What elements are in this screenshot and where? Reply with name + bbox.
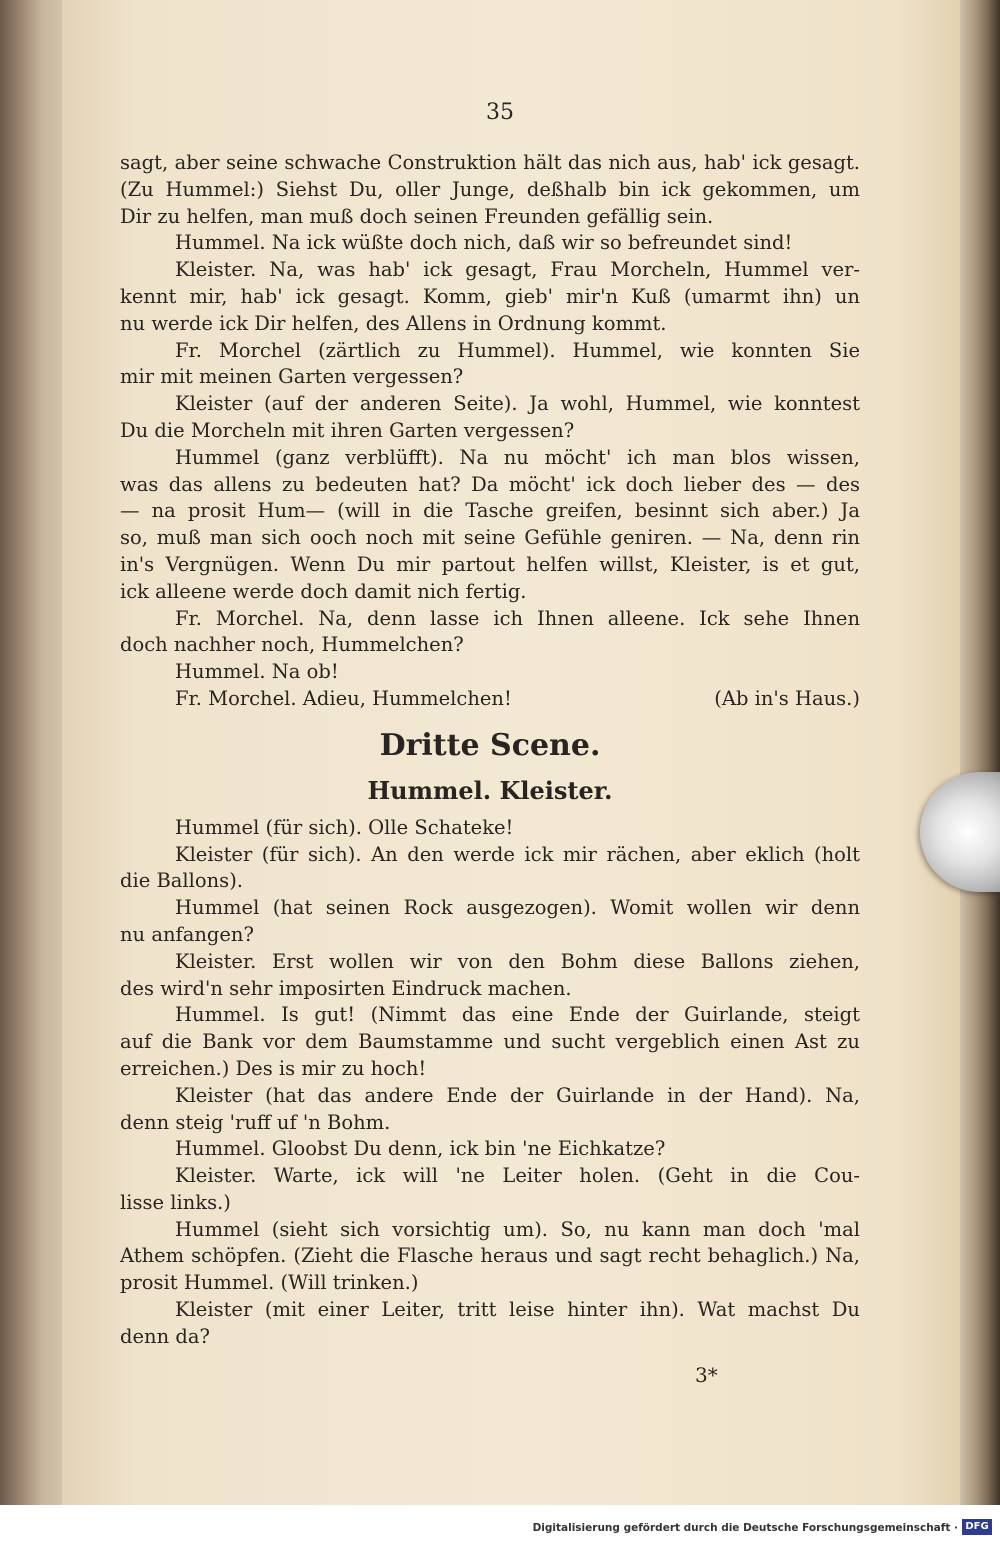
text-line: Kleister (hat das andere Ende der Guirlande in der Hand). Na, — [175, 1083, 860, 1107]
text-line: des wird'n sehr imposirten Eindruck machen. — [120, 976, 572, 1000]
text-line: in's Vergnügen. Wenn Du mir partout helfen willst, Kleister, is et gut, — [120, 552, 860, 576]
text-line: Kleister. Erst wollen wir von den Bohm diese Ballons ziehen, — [175, 949, 860, 973]
text-line: doch nachher noch, Hummelchen? — [120, 633, 464, 657]
stage-direction: (Ab in's Haus.) — [714, 686, 860, 710]
text-line: prosit Hummel. (Will trinken.) — [120, 1271, 419, 1295]
text-line: Du die Morcheln mit ihren Garten vergessen? — [120, 418, 575, 442]
text-line: Hummel (für sich). Olle Schateke! — [175, 815, 514, 839]
text-line: nu anfangen? — [120, 922, 254, 946]
text-line: so, muß man sich ooch noch mit seine Gefühle geniren. — Na, denn rin — [120, 526, 860, 550]
text-line: Kleister. Na, was hab' ick gesagt, Frau Morcheln, Hummel ver- — [175, 258, 860, 282]
text-line: nu werde ick Dir helfen, des Allens in Ordnung kommt. — [120, 311, 667, 335]
funding-notice: Digitalisierung gefördert durch die Deutsche Forschungsgemeinschaft · — [532, 1522, 958, 1534]
body-text — [120, 150, 860, 1351]
dialogue-block-2 — [120, 815, 860, 1351]
text-line: Hummel. Gloobst Du denn, ick bin 'ne Eichkatze? — [175, 1137, 666, 1161]
text-line: — na prosit Hum— (will in die Tasche greifen, besinnt sich aber.) Ja — [120, 499, 860, 523]
text-line: mir mit meinen Garten vergessen? — [120, 365, 464, 389]
text-line: Hummel. Is gut! (Nimmt das eine Ende der Guirlande, steigt — [175, 1003, 860, 1027]
scene-characters: Hummel. Kleister. — [367, 775, 613, 805]
text-line: Kleister. Warte, ick will 'ne Leiter holen. (Geht in die Cou- — [175, 1164, 860, 1188]
text-line: die Ballons). — [120, 869, 243, 893]
book-edge — [960, 0, 1000, 1505]
text-line: Fr. Morchel. Na, denn lasse ich Ihnen alleene. Ick sehe Ihnen — [175, 606, 860, 630]
dfg-logo: DFG — [962, 1519, 992, 1535]
dialogue-block-1 — [120, 150, 860, 713]
text-line: Fr. Morchel (zärtlich zu Hummel). Hummel, wie konnten Sie — [175, 338, 860, 362]
page-number: 35 — [486, 100, 514, 125]
text-line — [120, 686, 860, 713]
text-line: auf die Bank vor dem Baumstamme und sucht vergeblich einen Ast zu — [120, 1030, 860, 1054]
text-line: Hummel. Na ick wüßte doch nich, daß wir so befreundet sind! — [175, 231, 793, 255]
text-line: Dir zu helfen, man muß doch seinen Freunden gefällig sein. — [120, 204, 714, 228]
text-line: Hummel (hat seinen Rock ausgezogen). Womit wollen wir denn — [175, 896, 860, 920]
printer-signature: 3* — [695, 1363, 718, 1387]
text-line: Athem schöpfen. (Zieht die Flasche heraus und sagt recht behaglich.) Na, — [120, 1244, 860, 1268]
text-line: was das allens zu bedeuten hat? Da möcht' ick doch lieber des — des — [120, 472, 860, 496]
text-line: Hummel. Na ob! — [175, 660, 339, 684]
text-line: Kleister (für sich). An den werde ick mir rächen, aber eklich (holt — [175, 842, 860, 866]
text-line: (Zu Hummel:) Siehst Du, oller Junge, deßhalb bin ick gekommen, um — [120, 177, 860, 201]
text-line: Hummel (ganz verblüfft). Na nu möcht' ich man blos wissen, — [175, 445, 860, 469]
text-line: kennt mir, hab' ick gesagt. Komm, gieb' mir'n Kuß (umarmt ihn) un — [120, 284, 860, 308]
text-line: denn steig 'ruff uf 'n Bohm. — [120, 1110, 391, 1134]
line-text: Fr. Morchel. Adieu, Hummelchen! — [175, 686, 512, 710]
text-line: erreichen.) Des is mir zu hoch! — [120, 1056, 427, 1080]
text-line: lisse links.) — [120, 1190, 231, 1214]
text-line: sagt, aber seine schwache Construktion hält das nich aus, hab' ick gesagt. — [120, 151, 860, 174]
scene-title: Dritte Scene. — [379, 727, 601, 763]
text-line: ick alleene werde doch damit nich fertig. — [120, 579, 527, 603]
text-line: Hummel (sieht sich vorsichtig um). So, nu kann man doch 'mal — [175, 1217, 860, 1241]
text-line: Kleister (mit einer Leiter, tritt leise hinter ihn). Wat machst Du — [175, 1298, 860, 1322]
text-line: Kleister (auf der anderen Seite). Ja wohl, Hummel, wie konntest — [175, 392, 860, 416]
text-line: denn da? — [120, 1324, 210, 1348]
book-gutter-shadow — [0, 0, 70, 1505]
